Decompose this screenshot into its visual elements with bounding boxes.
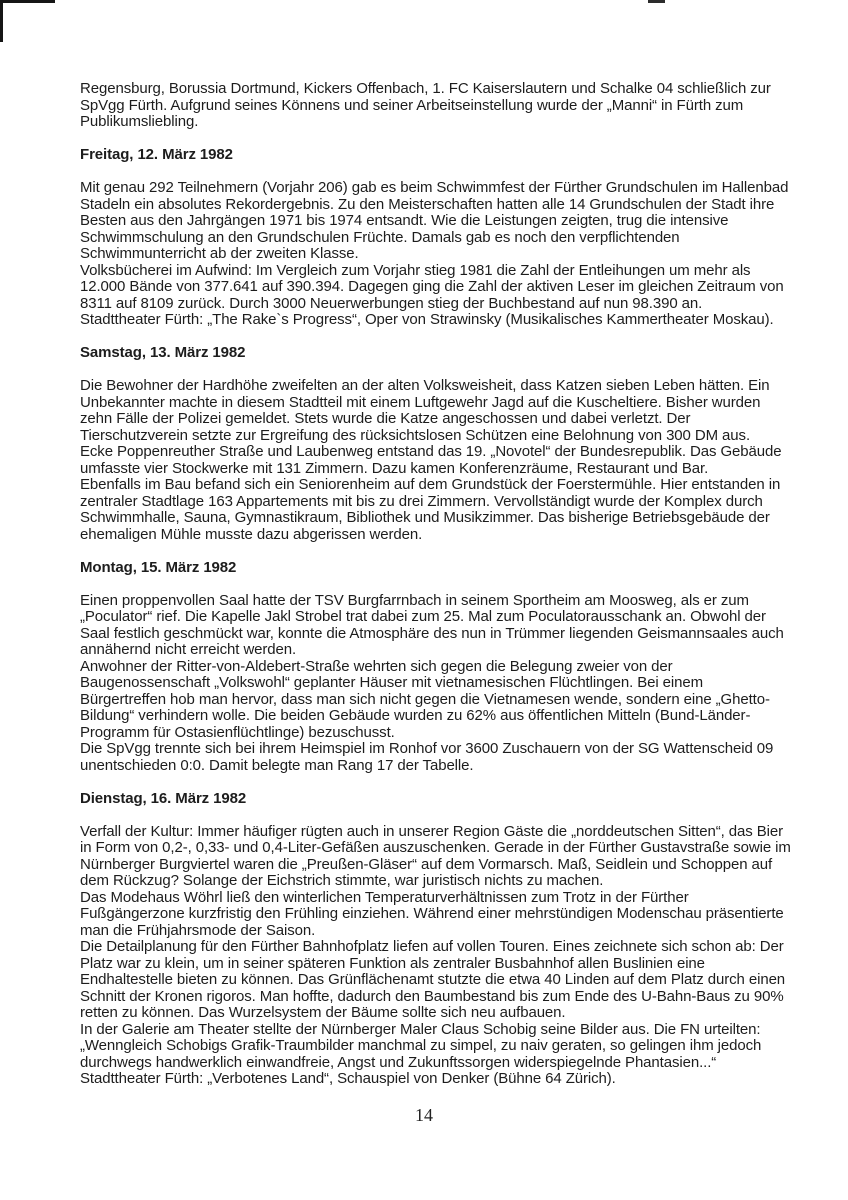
date-heading: Dienstag, 16. März 1982 [80, 789, 247, 807]
text-line: Fußgängerzone kurzfristig den Frühling einziehen. Während einer mehrstündigen Modenschau präsentierte [80, 905, 784, 922]
text-line: Die Bewohner der Hardhöhe zweifelten an der alten Volksweisheit, dass Katzen sieben Leben hätten. Ein [80, 377, 770, 394]
text-line: retten zu können. Das Wurzelsystem der Bäume sollte sich neu aufbauen. [80, 1004, 566, 1021]
paragraph [80, 378, 795, 543]
paragraph [80, 180, 795, 329]
scan-artifact-top [0, 0, 55, 3]
paragraph [80, 824, 795, 1088]
text-line: Einen proppenvollen Saal hatte der TSV Burgfarrnbach in seinem Sportheim am Moosweg, als er zum [80, 591, 749, 609]
text-line: Nürnberger Burgviertel waren die „Preußen-Gläser“ auf dem Vormarsch. Maß, Seidlein und Schoppen auf [80, 855, 773, 873]
text-line: in Form von 0,2-, 0,33- und 0,4-Liter-Gefäßen auszuschenken. Gerade in der Fürther Gustavstraße sowie im [80, 839, 791, 856]
text-line: Volksbücherei im Aufwind: Im Vergleich zum Vorjahr stieg 1981 die Zahl der Entleihungen um mehr als [80, 261, 751, 279]
page-number: 14 [415, 1105, 433, 1125]
date-heading: Samstag, 13. März 1982 [80, 344, 246, 361]
text-line: Besten aus den Jahrgängen 1971 bis 1974 entsandt. Wie die Leistungen zeigten, trug die intensive [80, 212, 729, 229]
text-line: Bürgertreffen hob man hervor, dass man sich nicht gegen die Vietnamesen wende, sondern eine „Ghetto- [80, 690, 770, 708]
text-line: Schwimmhalle, Sauna, Gymnastikraum, Bibliothek und Musikzimmer. Das bisherige Betriebsgebäude der [80, 509, 770, 526]
scan-artifact-left [0, 0, 3, 42]
text-line: Baugenossenschaft „Volkswohl“ geplanter Häuser mit vietnamesischen Flüchtlingen. Bei einem [80, 674, 704, 691]
text-line: Endhaltestelle bieten zu können. Das Grünflächenamt stutzte die etwa 40 Linden auf dem Platz durch einen [80, 971, 786, 988]
text-line: Platz war zu klein, um in seiner späteren Funktion als zentraler Busbahnhof allen Buslinien eine [80, 954, 705, 972]
paragraph [80, 593, 795, 775]
text-line: Stadeln ein absolutes Rekordergebnis. Zu den Meisterschaften hatten alle 14 Grundschulen der Stadt ihre [80, 195, 775, 213]
text-line: Tierschutzverein setzte zur Ergreifung des rücksichtslosen Schützen eine Belohnung von 300 DM aus. [80, 426, 751, 444]
text-line: Schwimmschulung an den Grundschulen Früchte. Damals gab es noch den verpflichtenden [80, 228, 680, 246]
text-line: Ebenfalls im Bau befand sich ein Seniorenheim auf dem Grundstück der Foerstermühle. Hier entstanden in [80, 476, 781, 493]
text-line: Mit genau 292 Teilnehmern (Vorjahr 206) gab es beim Schwimmfest der Fürther Grundschulen im Hallenbad [80, 179, 789, 196]
text-line: zentraler Stadtlage 163 Appartements mit bis zu drei Zimmern. Vervollständigt wurde der Komplex durch [80, 492, 763, 510]
text-line: Anwohner der Ritter-von-Aldebert-Straße wehrten sich gegen die Belegung zweier von der [80, 657, 673, 675]
text-line: annähernd nicht erreicht werden. [80, 641, 297, 658]
text-line: Die SpVgg trennte sich bei ihrem Heimspiel im Ronhof vor 3600 Zuschauern von der SG Wattenscheid 09 [80, 740, 774, 757]
text-line: ehemaligen Mühle musste dazu abgerissen werden. [80, 525, 423, 543]
text-line: unentschieden 0:0. Damit belegte man Rang 17 der Tabelle. [80, 756, 474, 774]
text-line: Das Modehaus Wöhrl ließ den winterlichen Temperaturverhältnissen zum Trotz in der Fürther [80, 888, 689, 906]
text-line: „Poculator“ rief. Die Kapelle Jakl Strobel trat dabei zum 25. Mal zum Poculatorausschank an. Obwohl der [80, 608, 766, 625]
text-line: Unbekannter machte in diesem Stadtteil mit einem Luftgewehr Jagd auf die Kuscheltiere. Bisher wurden [80, 393, 761, 411]
scan-artifact-streak [648, 0, 665, 3]
text-line: Bildung“ verhindern wolle. Die beiden Gebäude wurden zu 62% aus öffentlichen Mitteln (Bund-Länder- [80, 707, 751, 724]
text-line: Verfall der Kultur: Immer häufiger rügten auch in unserer Region Gäste die „norddeutschen Sitten“, das Bier [80, 822, 784, 840]
text-line: Stadttheater Fürth: „Verbotenes Land“, Schauspiel von Denker (Bühne 64 Zürich). [80, 1070, 616, 1087]
text-line: 8311 auf 8109 zurück. Durch 3000 Neuerwerbungen stieg der Buchbestand auf nun 98.390 an. [80, 294, 703, 312]
text-line: Publikumsliebling. [80, 113, 199, 130]
text-line: man die Frühjahrsmode der Saison. [80, 921, 316, 939]
text-line: Regensburg, Borussia Dortmund, Kickers Offenbach, 1. FC Kaiserslautern und Schalke 04 schließlich zur [80, 80, 771, 97]
text-line: zehn Fälle der Polizei gemeldet. Stets wurde die Katze angeschossen und dabei verletzt. Der [80, 410, 691, 427]
text-line: Programm für Ostasienflüchtlinge) bezuschusst. [80, 723, 395, 741]
text-line: Die Detailplanung für den Fürther Bahnhofplatz liefen auf vollen Touren. Eines zeichnete sich schon ab: Der [80, 938, 784, 955]
text-line: Schwimmunterricht ab der zweiten Klasse. [80, 245, 359, 262]
text-line: durchwegs handwerklich einwandfreie, Angst und Zukunftssorgen widerspiegelnde Phantasien...“ [80, 1053, 717, 1071]
text-line: 12.000 Bände von 377.641 auf 390.394. Dagegen ging die Zahl der aktiven Leser im gleichen Zeitraum von [80, 278, 784, 295]
text-line: umfasste vier Stockwerke mit 131 Zimmern. Dazu kamen Konferenzräume, Restaurant und Bar. [80, 459, 709, 477]
document-body [80, 81, 795, 1088]
text-line: In der Galerie am Theater stellte der Nürnberger Maler Claus Schobig seine Bilder aus. Die FN urteilten: [80, 1020, 761, 1038]
text-line: Stadttheater Fürth: „The Rake`s Progress“, Oper von Strawinsky (Musikalisches Kammertheater Moskau). [80, 311, 774, 328]
text-line: Schnitt der Kronen rigoros. Man hoffte, dadurch den Baumbestand bis zum Ende des U-Bahn-Baus zu 90% [80, 987, 784, 1005]
text-line: Saal festlich geschmückt war, konnte die Atmosphäre des nun in Trümmer liegenden Geismannsaales auch [80, 624, 784, 642]
text-line: Ecke Poppenreuther Straße und Laubenweg entstand das 19. „Novotel“ der Bundesrepublik. Das Gebäude [80, 443, 782, 460]
text-line: „Wenngleich Schobigs Grafik-Traumbilder manchmal zu simpel, zu naiv geraten, so gelingen ihm jedoch [80, 1037, 762, 1054]
paragraph [80, 81, 795, 131]
text-line: dem Rückzug? Solange der Eichstrich stimmte, war juristisch nichts zu machen. [80, 872, 604, 889]
date-heading: Montag, 15. März 1982 [80, 558, 237, 576]
text-line: SpVgg Fürth. Aufgrund seines Könnens und seiner Arbeitseinstellung wurde der „Manni“ in Fürth zum [80, 96, 744, 114]
date-heading: Freitag, 12. März 1982 [80, 146, 233, 163]
